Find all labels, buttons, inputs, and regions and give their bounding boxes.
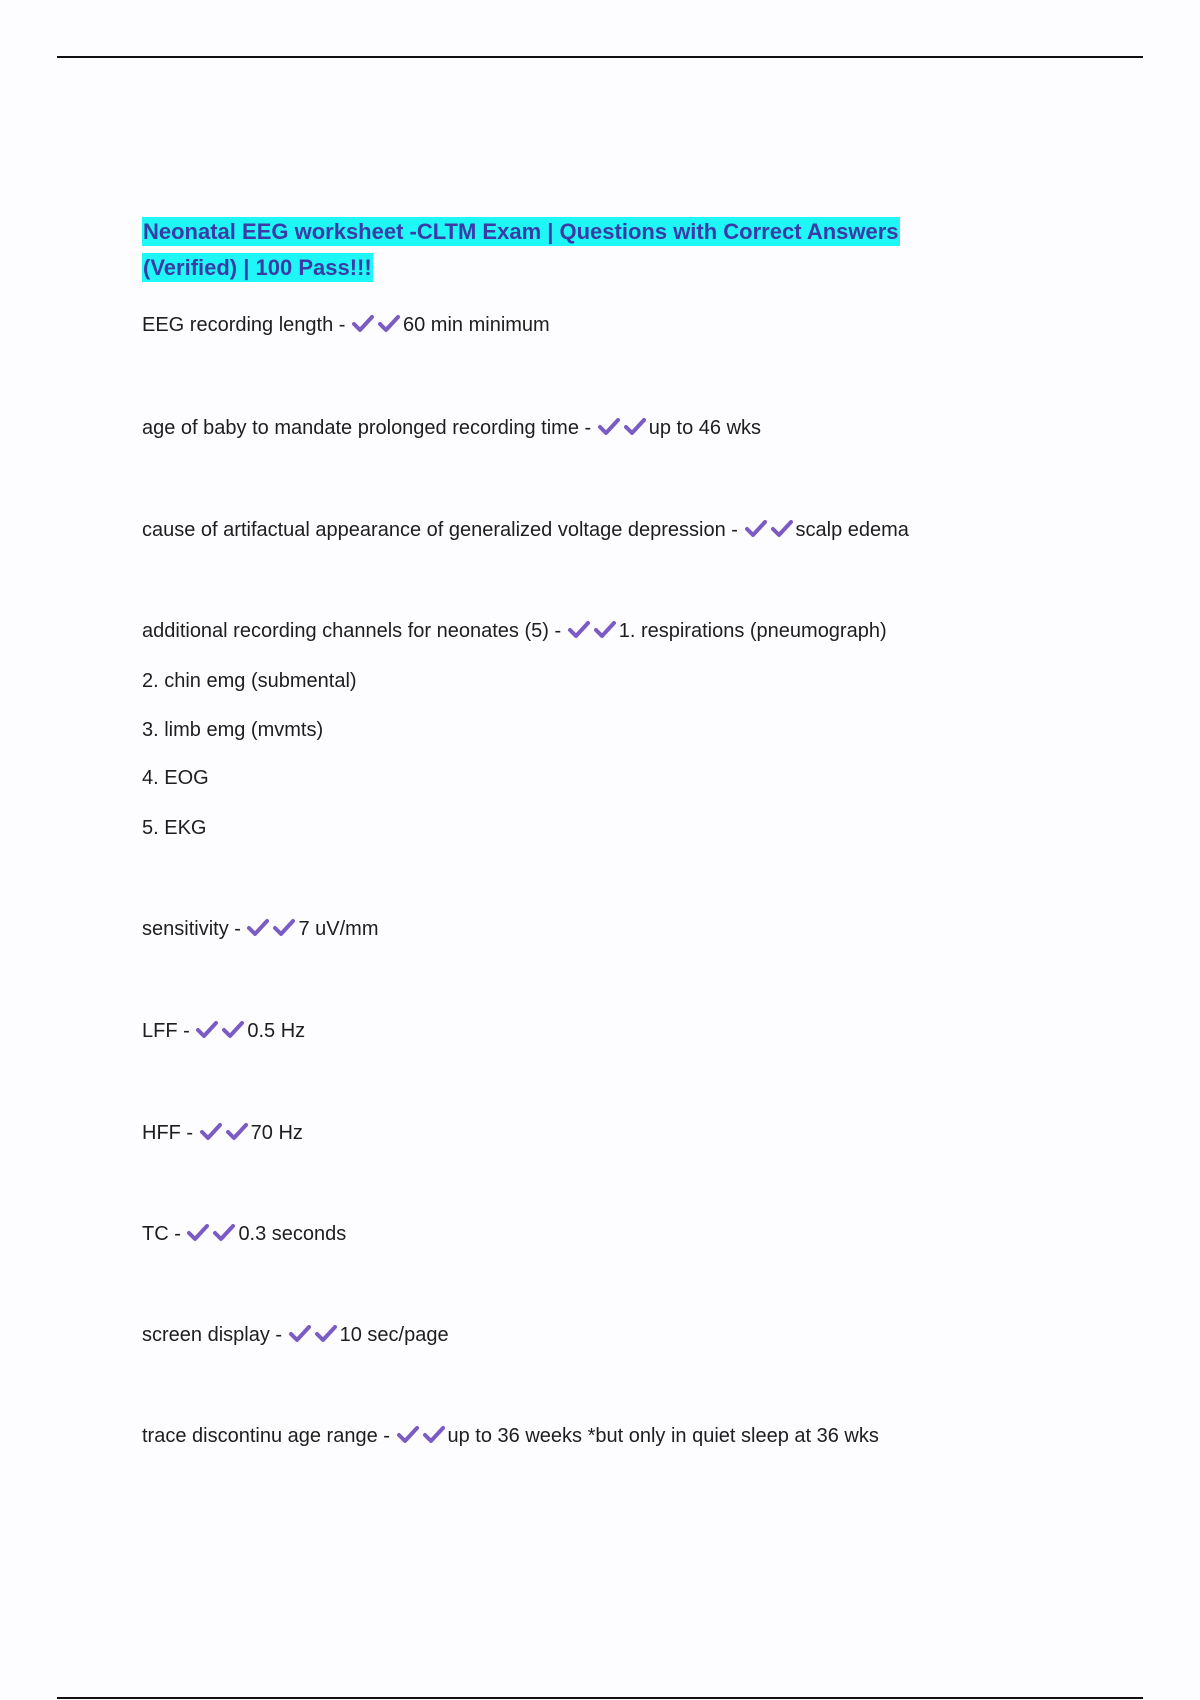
qa-item xyxy=(142,1221,346,1247)
answer-continuation: 5. EKG xyxy=(142,817,207,839)
question: sensitivity - xyxy=(142,918,247,940)
check-icon xyxy=(314,1324,340,1344)
check-icon xyxy=(593,620,619,640)
check-icon xyxy=(225,1122,251,1142)
question: EEG recording length - xyxy=(142,314,351,336)
answer: 60 min minimum xyxy=(403,314,550,336)
check-icon xyxy=(186,1223,212,1243)
title-line-2: (Verified) | 100 Pass!!! xyxy=(143,255,372,280)
answer: 0.5 Hz xyxy=(247,1020,306,1042)
question: cause of artifactual appearance of generalized voltage depression - xyxy=(142,519,744,541)
bottom-rule xyxy=(57,1697,1143,1699)
answer-continuation: 2. chin emg (submental) xyxy=(142,670,357,692)
check-icon xyxy=(195,1020,221,1040)
answer: 1. respirations (pneumograph) xyxy=(618,620,887,642)
answer: scalp edema xyxy=(795,519,909,541)
answer: 70 Hz xyxy=(250,1122,303,1144)
check-icon xyxy=(567,620,593,640)
document-title xyxy=(142,217,900,289)
top-rule xyxy=(57,56,1143,58)
check-icon xyxy=(623,417,649,437)
check-icon xyxy=(422,1425,448,1445)
qa-item xyxy=(142,916,379,942)
check-icon xyxy=(246,918,272,938)
qa-item xyxy=(142,517,909,543)
check-icon xyxy=(377,314,403,334)
check-icon xyxy=(770,519,796,539)
answer: 7 uV/mm xyxy=(298,918,379,940)
answer: up to 46 wks xyxy=(648,417,762,439)
qa-item xyxy=(142,1423,879,1449)
question: LFF - xyxy=(142,1020,196,1042)
qa-item xyxy=(142,312,550,338)
qa-item xyxy=(142,1120,303,1146)
answer-continuation: 4. EOG xyxy=(142,767,209,789)
check-icon xyxy=(396,1425,422,1445)
qa-item xyxy=(142,415,761,441)
qa-item xyxy=(142,1322,449,1348)
qa-item xyxy=(142,618,887,644)
check-icon xyxy=(288,1324,314,1344)
qa-item xyxy=(142,1018,305,1044)
check-icon xyxy=(597,417,623,437)
question: age of baby to mandate prolonged recording time - xyxy=(142,417,597,439)
question: HFF - xyxy=(142,1122,199,1144)
question: trace discontinu age range - xyxy=(142,1425,396,1447)
answer-continuation: 3. limb emg (mvmts) xyxy=(142,719,324,741)
question: screen display - xyxy=(142,1324,288,1346)
check-icon xyxy=(744,519,770,539)
check-icon xyxy=(351,314,377,334)
answer: up to 36 weeks *but only in quiet sleep at 36 wks xyxy=(447,1425,879,1447)
check-icon xyxy=(199,1122,225,1142)
check-icon xyxy=(221,1020,247,1040)
answer: 0.3 seconds xyxy=(238,1223,347,1245)
check-icon xyxy=(272,918,298,938)
question: additional recording channels for neonates (5) - xyxy=(142,620,567,642)
title-line-1: Neonatal EEG worksheet -CLTM Exam | Questions with Correct Answers xyxy=(143,219,899,244)
answer: 10 sec/page xyxy=(339,1324,449,1346)
question: TC - xyxy=(142,1223,187,1245)
check-icon xyxy=(212,1223,238,1243)
